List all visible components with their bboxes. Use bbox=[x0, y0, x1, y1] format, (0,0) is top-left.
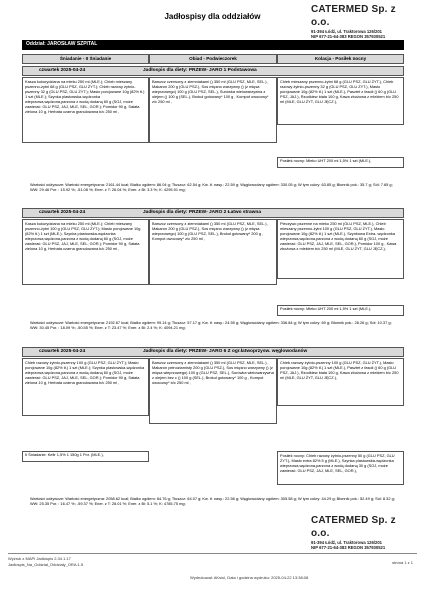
company-stamp-bottom bbox=[311, 515, 407, 551]
night-snack: Posiłek nocny: Chleb razowy żytnio-pszenny 50 g (GLU PSZ, GLU ŻYT.), Masło extra 82% 5 g (MLE.), Szynka plastowska-wędzonka wieprzowa,wędzona,parzona z wodą dodaną 30 g (SOJ, może zawierać: GLU PSZ, JAJ, MLE, SEL, GOR.), bbox=[277, 451, 404, 485]
lunch-cell: Barszcz czerwony z ziemniakami () 350 ml (GLU PSZ, MLE, SEL.), Makaron 200 g (GLU PSZ.), Sos mięsno warzywny () (z mięsa wieprzowego) 100 g (GLU PSZ, SEL.), Surówka wielowarzywna z olejem () 100 g (SEL.), Brokuł gotowany* 100 g , Kompot owocowy* z/c 250 ml , bbox=[149, 77, 277, 143]
column-header-dinner: Kolacja - Posiłek nocny bbox=[277, 54, 404, 64]
company-ids: NIP 677-21-64-383 REGON 357930521 bbox=[311, 34, 386, 40]
breakfast-cell: Kasza kukurydziana na mleku 250 ml (MLE.); Chleb mieszany pszenno-żytni 100 g (GLU PSZ, GLU ŻYT.); Masło porcjowane 10g (82% tł.) 1 szt (MLE.); Szynka plastowska-wędzonka wieprzowa,wędzona,parzona z wodą dodaną 60 g (SOJ, może zawierać: GLU PSZ, JAJ, MLE, SEL, GOR.); Pomidor 90 g, Sałata zielona 10 g, Herbata czarna granulowana b/c 250 ml , bbox=[22, 219, 149, 285]
day-date: czwartek 2025-04-24 bbox=[39, 68, 86, 73]
company-name: CATERMED Sp. z o.o. bbox=[311, 4, 396, 28]
diet-name: Jadłospis dla diety: PRZEW- JARO 1 Podstawowa bbox=[143, 68, 257, 73]
lunch-cell: Barszcz czerwony z ziemniakami () 350 ml (GLU PSZ, MLE, SEL.), Makaron pełnoziarnisty 200 g (GLU PSZ.), Sos mięsno warzywny () (z mięsa wieprzowego) 100 g (GLU PSZ, SEL.), Surówka wielowarzywna z olejem bez c () 100 g (SEL.), Brokuł gotowany* 100 g , Kompot owocowy* b/c 250 ml , bbox=[149, 358, 277, 424]
footer-divider bbox=[8, 553, 417, 554]
company-name: CATERMED Sp. z o.o. bbox=[311, 515, 396, 539]
department-banner: Oddział: JAROSŁAW SZPITAL bbox=[22, 40, 404, 50]
company-address: 91-394 Łódź, ul. Traktorowa 126/201 bbox=[311, 29, 382, 34]
dinner-cell: Chleb mieszany pszenno-żytni 68 g (GLU PSZ, GLU ŻYT.), Chleb razowy żytnio-pszenny 32 g (GLU PSZ, GLU ŻYT.), Masło porcjowane 10g (82% tł.) 1 szt (MLE.), Pasztet z fasoli () 60 g (GLU PSZ, JAJ.), Rzodkiew biała 100 g, Kawa zbożowa z mlekiem b/c 250 ml (MLE, GLU ŻYT, GLU JĘCZ.), bbox=[277, 77, 404, 125]
column-header-breakfast: Śniadanie - II Śniadanie bbox=[22, 54, 149, 64]
night-snack: Posiłek nocny: Mleko UHT 200 ml 1,5% 1 szt (MLE.), bbox=[277, 305, 404, 316]
day-date: czwartek 2025-04-24 bbox=[39, 210, 86, 215]
breakfast-cell: Chleb razowy żytnio-pszenny 100 g (GLU PSZ, GLU ŻYT.); Masło porcjowane 10g (82% tł.) 1 szt (MLE.); Szynka plastowska-wędzonka wieprzowa,wędzona,parzona z wodą dodaną 60 g (SOJ, może zawierać: GLU PSZ, JAJ, MLE, SEL, GOR.); Pomidor 90 g, Sałata zielona 10 g, Herbata czarna granulowana b/c 250 ml , bbox=[22, 358, 149, 416]
breakfast-cell: Kasza kukurydziana na mleku 250 ml (MLE.); Chleb mieszany pszenno-żytni 68 g (GLU PSZ, GLU ŻYT.); Chleb razowy żytnio-pszenny 32 g (GLU PSZ, GLU ŻYT.); Masło porcjowane 10g (82% tł.) 1 szt (MLE.); Szynka plastowska-wędzonka wieprzowa,wędzona,parzona z wodą dodaną 60 g (SOJ, może zawierać: GLU PSZ, JAJ, MLE, SEL, GOR.); Pomidor 90 g, Sałata zielona 10 g, Herbata czarna granulowana b/c 250 ml , bbox=[22, 77, 149, 143]
dinner-cell: Chleb razowy żytnio-pszenny 100 g (GLU PSZ, GLU ŻYT.), Masło porcjowane 10g (82% tł.) 1 szt (MLE.), Pasztet z fasoli () 60 g (GLU PSZ, JAJ.), Rzodkiew biała 100 g, Kawa zbożowa z mlekiem b/c 250 ml (MLE, GLU ŻYT, GLU JĘCZ.), bbox=[277, 358, 404, 406]
file-label: Jadłospis_Na_Oddział_Oddziały_ORA:1.5 bbox=[8, 562, 84, 567]
day-header bbox=[22, 208, 404, 218]
day-header bbox=[22, 347, 404, 357]
diet-name: Jadłospis dla diety: PRZEW- JARO 2 Łatwo strawna bbox=[143, 210, 261, 215]
company-ids: NIP 677-21-64-383 REGON 357930521 bbox=[311, 545, 386, 551]
dinner-cell: Pieczywo pszenne na mleku 250 ml (GLU PSZ, MLE.), Chleb mieszany pszenno-żytni 100 g (GLU PSZ, GLU ŻYT.), Masło porcjowane 10g (82% tł.) 1 szt (MLE.), Szynkowa Extra- wędzonka wieprzowa,wędzona,parzona z wodą dodaną 60 g (SOJ, może zawierać: GLU PSZ, JAJ, MLE, SEL, GOR.), Pomidor 100 g , Kawa zbożowa z mlekiem b/c 250 ml (MLE, GLU ŻYT, GLU JĘCZ.), bbox=[277, 219, 404, 279]
generator-label: Wyżruk z MAPI Jadłospis 2.34.1.17 bbox=[8, 556, 71, 561]
page-title: Jadłospisy dla oddziałów bbox=[164, 12, 261, 21]
nutrition-values-2: Wartości odżywcze: Wartość energetyczna: 2192.67 kcal; Białko ogółem: 99.14 g; Tłuszcz: 57.17 g; Kw. tł. nasy.: 24.55 g; Węglowodany ogółem: 336.84 g; W tym cukry: 69 g; Błonnik pok.: 26.26 g; Sól: 10.37 g; WW: 30.45 Por. : 18.09 %; -50.55 %; Ener. z T: 23.47 %; Ener. z Bi: 2.4 %; K: 4094.21 mg; bbox=[30, 320, 392, 331]
page-number: strona 1 z 1 bbox=[392, 560, 413, 565]
print-info: Wydrukował: AKsiol, Data i godzina wydruku: 2025-04-22 13:38:08 bbox=[190, 575, 309, 580]
nutrition-values-3: Wartości odżywcze: Wartość energetyczna: 2058.62 kcal; Białko ogółem: 84.76 g; Tłuszcz: 64.07 g; Kw. tł. nasy.: 22.56 g; Węglowodany ogółem: 305.58 g; W tym cukry: 44.29 g; Błonnik pok.: 52.49 g; Sól: 8.32 g; WW: 25.35 Por. : 16.47 %; -59.37 %; Ener. z T: 28.01 %; Ener. z Bi: 5.1 %; K: 4785.75 mg; bbox=[30, 496, 395, 507]
second-breakfast: II Śniadanie: Kefir 1,5% 1 150g 1 Por. (MLE.), bbox=[22, 451, 149, 462]
column-header-lunch: Obiad - Podwieczorek bbox=[149, 54, 277, 64]
nutrition-values-1: Wartości odżywcze: Wartość energetyczna: 2161.44 kcal; Białko ogółem: 86.04 g; Tłuszcz: 62.54 g; Kw. tł. nasy.: 22.59 g; Węglowodany ogółem: 330.05 g; W tym cukry: 63.85 g; Błonnik pok.: 35.7 g; Sól: 7.65 g; WW: 29.46 Por. : 15.92 %; -51.08 %; Ener. z T: 26.04 %; Ener. z Bi: 3.3 %; K: 4295.91 mg; bbox=[30, 182, 393, 193]
day-date: czwartek 2025-04-24 bbox=[39, 349, 86, 354]
lunch-cell: Barszcz czerwony z ziemniakami () 350 ml (GLU PSZ, MLE, SEL.), Makaron 200 g (GLU PSZ.), Sos mięsno warzywny () (z mięsa wieprzowego) 100 g (GLU PSZ, SEL.), Brokuł gotowany* 200 g , Kompot owocowy* z/c 250 ml , bbox=[149, 219, 277, 285]
company-address: 91-394 Łódź, ul. Traktorowa 126/201 bbox=[311, 540, 382, 545]
diet-name: Jadłospis dla diety: PRZEW- JARO 6 Z ogr.łatwoprzysw. węglowodanów bbox=[143, 349, 308, 354]
footer-info bbox=[8, 556, 83, 568]
day-header bbox=[22, 66, 404, 76]
night-snack: Posiłek nocny: Mleko UHT 200 ml 1,5% 1 szt (MLE.), bbox=[277, 157, 404, 168]
